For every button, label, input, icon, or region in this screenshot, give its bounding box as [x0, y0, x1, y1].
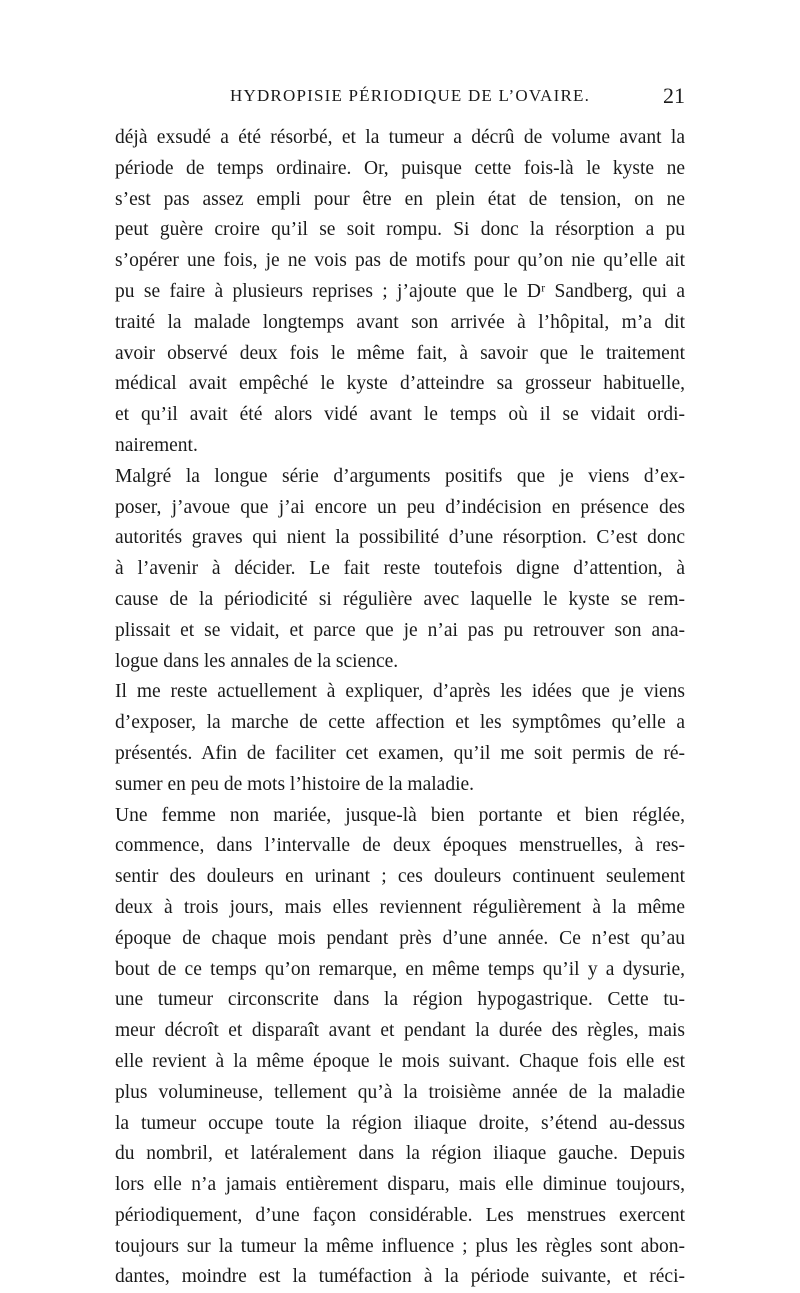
paragraph	[115, 801, 685, 1293]
text-line: plissait et se vidait, et parce que je n’ai pas pu retrouver son ana-	[115, 619, 685, 641]
page-header	[115, 83, 685, 126]
text-line: Il me reste actuellement à expliquer, d’après les idées que je viens	[115, 681, 685, 703]
text-line: du nombril, et latéralement dans la région iliaque gauche. Depuis	[115, 1143, 685, 1165]
text-line: périodiquement, d’une façon considérable. Les menstrues exercent	[115, 1204, 685, 1226]
text-line: commence, dans l’intervalle de deux époques menstruelles, à res-	[115, 835, 685, 857]
text-line: peut guère croire qu’il se soit rompu. Si donc la résorption a pu	[115, 219, 685, 241]
paragraph	[115, 462, 685, 678]
text-line: autorités graves qui nient la possibilité d’une résorption. C’est donc	[115, 527, 685, 549]
text-line: Malgré la longue série d’arguments positifs que je viens d’ex-	[115, 465, 685, 487]
text-line: sentir des douleurs en urinant ; ces douleurs continuent seulement	[115, 866, 685, 888]
text-line: traité la malade longtemps avant son arrivée à l’hôpital, m’a dit	[115, 311, 685, 333]
text-line: pu se faire à plusieurs reprises ; j’ajoute que le Dʳ Sandberg, qui a	[115, 280, 685, 302]
text-line: dantes, moindre est la tuméfaction à la période suivante, et réci-	[115, 1266, 685, 1288]
text-line: la tumeur occupe toute la région iliaque droite, s’étend au-dessus	[115, 1112, 685, 1134]
text-line: nairement.	[115, 434, 198, 456]
text-line: période de temps ordinaire. Or, puisque cette fois-là le kyste ne	[115, 157, 685, 179]
text-line: deux à trois jours, mais elles reviennent régulièrement à la même	[115, 896, 685, 918]
text-line: lors elle n’a jamais entièrement disparu, mais elle diminue toujours,	[115, 1174, 685, 1196]
text-line: s’opérer une fois, je ne vois pas de motifs pour qu’on nie qu’elle ait	[115, 250, 685, 272]
text-line: présentés. Afin de faciliter cet examen, qu’il me soit permis de ré-	[115, 742, 685, 764]
text-line: cause de la périodicité si régulière avec laquelle le kyste se rem-	[115, 588, 685, 610]
text-line: à l’avenir à décider. Le fait reste toutefois digne d’attention, à	[115, 558, 685, 580]
text-line: toujours sur la tumeur la même influence ; plus les règles sont abon-	[115, 1235, 685, 1257]
text-line: médical avait empêché le kyste d’atteindre sa grosseur habituelle,	[115, 373, 685, 395]
text-line: logue dans les annales de la science.	[115, 650, 399, 672]
text-line: déjà exsudé a été résorbé, et la tumeur a décrû de volume avant la	[115, 127, 685, 148]
text-line: une tumeur circonscrite dans la région hypogastrique. Cette tu-	[115, 989, 685, 1011]
text-line: plus volumineuse, tellement qu’à la troisième année de la maladie	[115, 1081, 685, 1103]
text-line: Une femme non mariée, jusque-là bien portante et bien réglée,	[115, 804, 685, 826]
page-number: 21	[663, 83, 685, 108]
text-line: d’exposer, la marche de cette affection et les symptômes qu’elle a	[115, 712, 685, 734]
text-line: avoir observé deux fois le même fait, à savoir que le traitement	[115, 342, 685, 364]
text-line: meur décroît et disparaît avant et pendant la durée des règles, mais	[115, 1020, 685, 1042]
paragraph	[115, 123, 685, 462]
text-line: poser, j’avoue que j’ai encore un peu d’indécision en présence des	[115, 496, 685, 518]
text-line: époque de chaque mois pendant près d’une année. Ce n’est qu’au	[115, 927, 685, 949]
running-title: HYDROPISIE PÉRIODIQUE DE L’OVAIRE.	[230, 86, 591, 105]
text-line: et qu’il avait été alors vidé avant le temps où il se vidait ordi-	[115, 404, 685, 426]
text-line: s’est pas assez empli pour être en plein état de tension, on ne	[115, 188, 685, 210]
text-line: bout de ce temps qu’on remarque, en même temps qu’il y a dysurie,	[115, 958, 685, 980]
body-text	[115, 123, 685, 1293]
text-line: elle revient à la même époque le mois suivant. Chaque fois elle est	[115, 1050, 685, 1072]
text-line: sumer en peu de mots l’histoire de la maladie.	[115, 773, 475, 795]
paragraph	[115, 677, 685, 800]
